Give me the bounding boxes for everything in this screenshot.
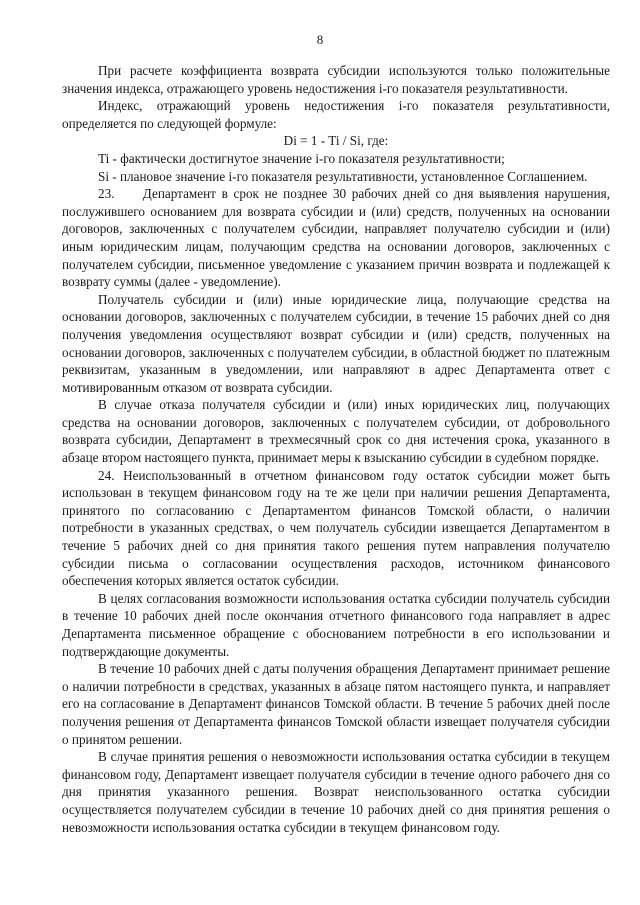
document-body <box>62 62 610 836</box>
paragraph-return-procedure: Получатель субсидии и (или) иные юридические лица, получающие средства на основании договоров, заключенных с получателем субсидии, в течение 15 рабочих дней со дня получения уведомления осуществляют возврат субсидии и (или) средств, полученных на основании договоров, заключенных с получателем субсидии, в областной бюджет по платежным реквизитам, указанным в уведомлении, или направляют в адрес Департамента ответ с мотивированным отказом от возврата субсидии. <box>62 291 610 395</box>
paragraph-impossibility-case: В случае принятия решения о невозможности использования остатка субсидии в текущем финансовом году, Департамент извещает получателя субсидии в течение одного рабочего дня со дня принятия указанного решения. Возврат неиспользованного остатка субсидии осуществляется получателем субсидии в течение 10 рабочих дней со дня принятия решения о невозможности использования остатка субсидии в текущем финансовом году. <box>62 749 610 835</box>
paragraph-si-definition: Si - плановое значение i-го показателя результативности, установленное Соглашением. <box>98 168 588 184</box>
paragraph-positive-values-note: При расчете коэффициента возврата субсидии используются только положительные значения индекса, отражающего уровень недостижения i-го показателя результативности. <box>62 63 610 96</box>
paragraph-clause-23: 23. Департамент в срок не позднее 30 рабочих дней со дня выявления нарушения, послужившего основанием для возврата субсидии и (или) средств, полученных на основании договоров, заключенных с получателем субсидии, направляет получателю субсидии и (или) иным юридическим лицам, получающим средства на основании договоров, заключенных с получателем субсидии, письменное уведомление с указанием причин возврата и подлежащей к возврату суммы (далее - уведомление). <box>62 186 610 290</box>
formula: Di = 1 - Ti / Si, где: <box>283 133 389 149</box>
paragraph-refusal-case: В случае отказа получателя субсидии и (или) иных юридических лиц, получающих средства на основании договоров, заключенных с получателем субсидии, от добровольного возврата субсидии, Департамент в трехмесячный срок со дня истечения срока, указанного в абзаце втором настоящего пункта, принимает меры к взысканию субсидии в судебном порядке. <box>62 397 610 466</box>
paragraph-clause-24: 24. Неиспользованный в отчетном финансовом году остаток субсидии может быть использован в текущем финансовом году на те же цели при наличии решения Департамента, принятого по согласованию с Департаментом финансов Томской области, о наличии потребности в указанных средствах, о чем получатель субсидии извещается Департаментом в течение 5 рабочих дней со дня принятия такого решения путем направления получателю субсидии письма о согласовании осуществления расходов, источником финансового обеспечения которых является остаток субсидии. <box>62 467 610 589</box>
paragraph-decision-timeline: В течение 10 рабочих дней с даты получения обращения Департамент принимает решение о наличии потребности в средствах, указанных в абзаце пятом настоящего пункта, и направляет его на согласование в Департамент финансов Томской области. В течение 5 рабочих дней после получения решения от Департамента финансов Томской области извещает получателя субсидии о принятом решении. <box>62 661 610 747</box>
paragraph-approval-request: В целях согласования возможности использования остатка субсидии получатель субсидии в течение 10 рабочих дней после окончания отчетного финансового года направляет в адрес Департамента письменное обращение с обоснованием потребности в его использовании и подтверждающие документы. <box>62 590 610 659</box>
page-number: 8 <box>316 32 324 47</box>
paragraph-ti-definition: Ti - фактически достигнутое значение i-го показателя результативности; <box>98 150 505 166</box>
paragraph-index-definition: Индекс, отражающий уровень недостижения i-го показателя результативности, определяется по следующей формуле: <box>62 98 610 131</box>
